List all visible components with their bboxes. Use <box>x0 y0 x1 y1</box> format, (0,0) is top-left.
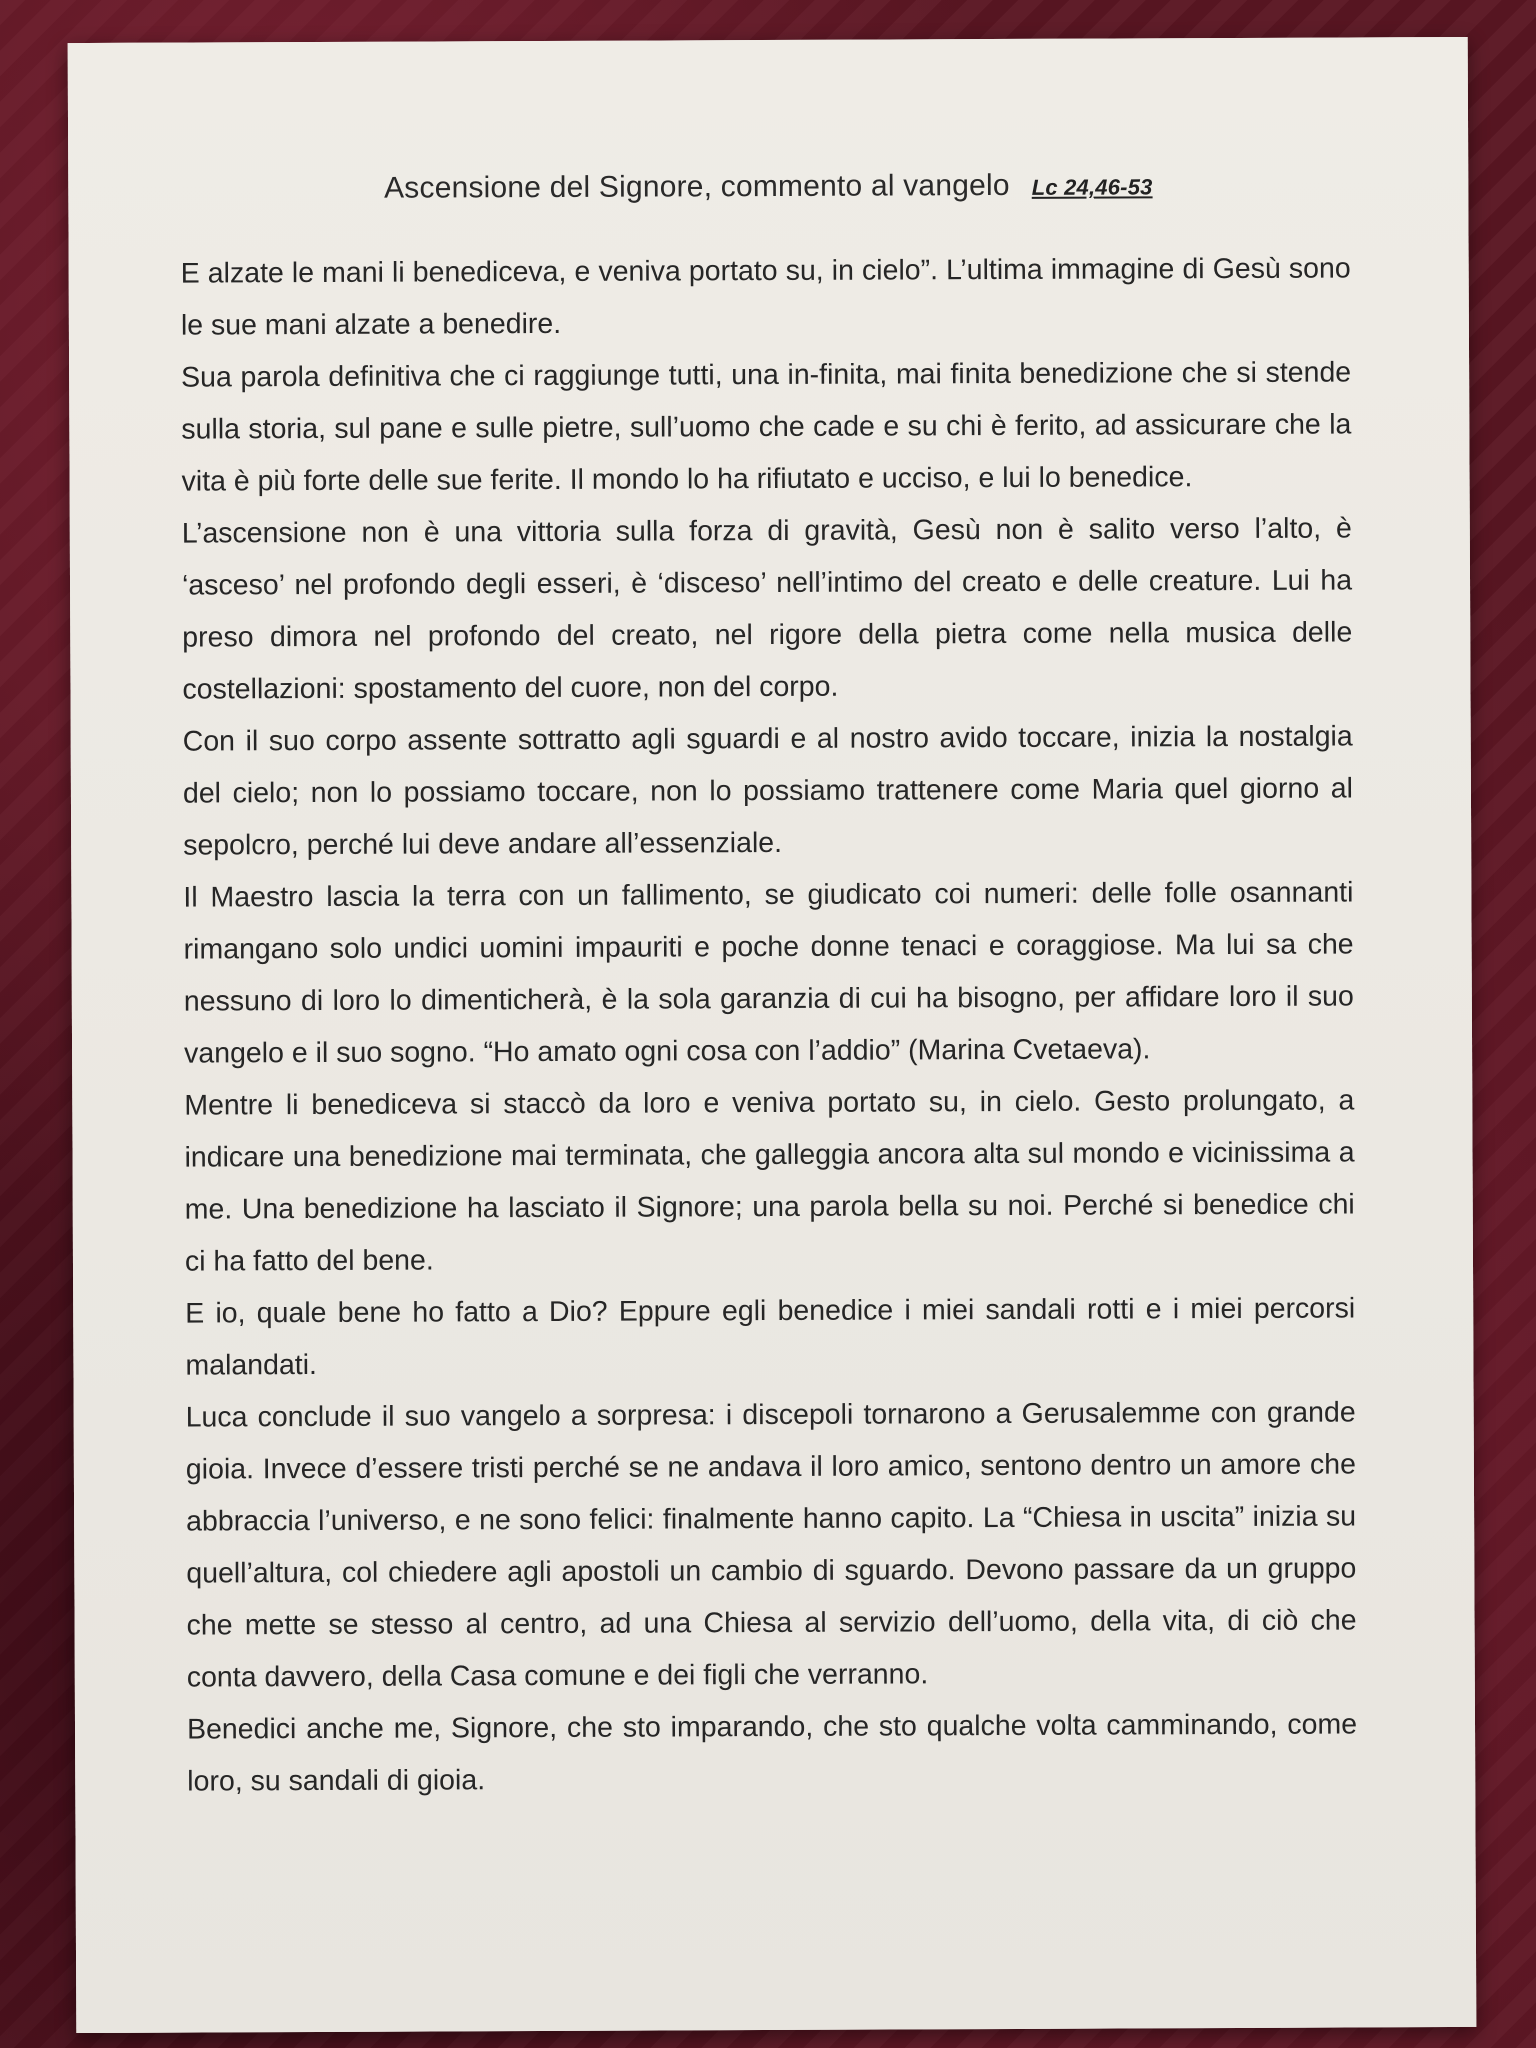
paper-sheet <box>68 37 1477 2033</box>
paragraph: Sua parola definitiva che ci raggiunge tutti, una in-finita, mai finita benedizione che si stende sulla storia, sul pane e sulle pietre, sull’uomo che cade e su chi è ferito, ad assicurare che la vita è più forte delle sue ferite. Il mondo lo ha rifiutato e ucciso, e lui lo benedice. <box>181 356 1352 498</box>
paragraph: Con il suo corpo assente sottratto agli sguardi e al nostro avido toccare, inizia la nostalgia del cielo; non lo possiamo toccare, non lo possiamo trattenere come Maria quel giorno al sepolcro, perché lui deve andare all’essenziale. <box>182 720 1353 862</box>
paragraph: E alzate le mani li benediceva, e veniva portato su, in cielo”. L’ultima immagine di Gesù sono le sue mani alzate a benedire. <box>180 252 1351 342</box>
paragraph: E io, quale bene ho fatto a Dio? Eppure egli benedice i miei sandali rotti e i miei percorsi malandati. <box>185 1292 1356 1382</box>
paragraph: Benedici anche me, Signore, che sto imparando, che sto qualche volta camminando, come loro, su sandali di gioia. <box>186 1708 1358 1798</box>
document-body <box>181 242 1358 1807</box>
paragraph: Mentre li benediceva si staccò da loro e veniva portato su, in cielo. Gesto prolungato, a indicare una benedizione mai terminata, che galleggia ancora alta sul mondo e vicinissima a me. Una benedizione ha lasciato il Signore; una parola bella su noi. Perché si benedice chi ci ha fatto del bene. <box>184 1084 1355 1278</box>
paragraph: L’ascensione non è una vittoria sulla forza di gravità, Gesù non è salito verso l’alto, è ‘asceso’ nel profondo degli esseri, è ‘disceso’ nell’intimo del creato e delle creature. Lui ha preso dimora nel profondo del creato, nel rigore della pietra come nella musica delle costellazioni: spostamento del cuore, non del corpo. <box>181 512 1353 706</box>
document-title: Ascensione del Signore, commento al vangelo <box>383 168 1010 205</box>
paragraph: Luca conclude il suo vangelo a sorpresa: i discepoli tornarono a Gerusalemme con grande gioia. Invece d’essere tristi perché se ne andava il loro amico, sentono dentro un amore che abbraccia l’universo, e ne sono felici: finalmente hanno capito. La “Chiesa in uscita” inizia su quell’altura, col chiedere agli apostoli un cambio di sguardo. Devono passare da un gruppo che mette se stesso al centro, ad una Chiesa al servizio dell’uomo, della vita, di ciò che conta davvero, della Casa comune e dei figli che verranno. <box>185 1396 1357 1694</box>
paragraph: Il Maestro lascia la terra con un fallimento, se giudicato coi numeri: delle folle osannanti rimangano solo undici uomini impauriti e poche donne tenaci e coraggiose. Ma lui sa che nessuno di loro lo dimenticherà, è la sola garanzia di cui ha bisogno, per affidare loro il suo vangelo e il suo sogno. “Ho amato ogni cosa con l’addio” (Marina Cvetaeva). <box>183 876 1354 1070</box>
document-title-line <box>68 167 1468 207</box>
gospel-reference: Lc 24,46-53 <box>1031 174 1153 200</box>
